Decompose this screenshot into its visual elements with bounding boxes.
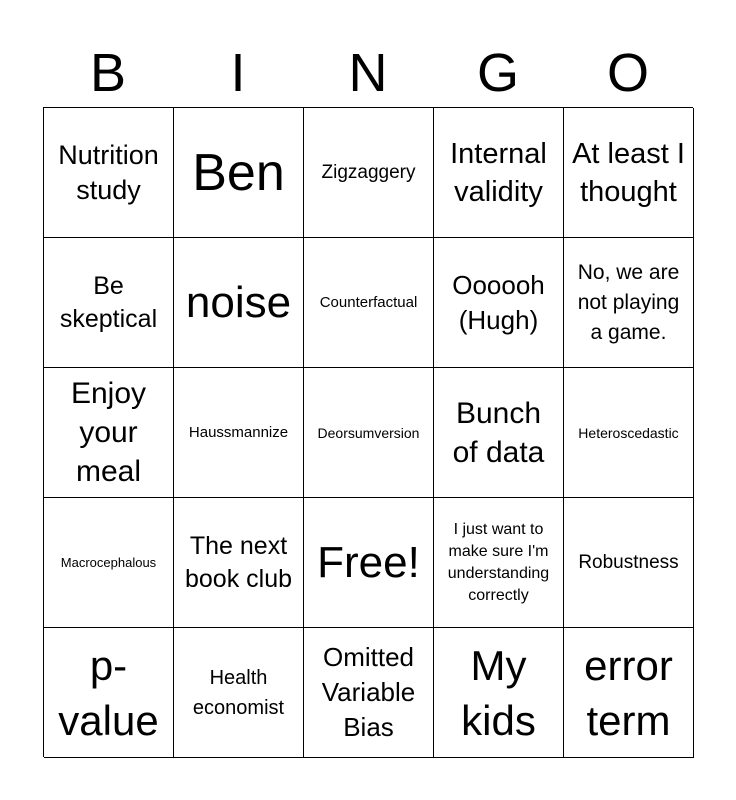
bingo-cell[interactable] (44, 498, 174, 628)
bingo-cell[interactable] (304, 108, 434, 238)
header-letter-i: I (230, 43, 246, 103)
bingo-cell[interactable] (434, 108, 564, 238)
bingo-cell[interactable] (174, 498, 304, 628)
bingo-cell[interactable] (564, 628, 694, 758)
bingo-cell[interactable] (434, 238, 564, 368)
cell-text: noise (185, 277, 292, 327)
header-letter-g: G (476, 43, 519, 103)
cell-text: Zigzaggery (321, 162, 416, 183)
cell-text: Deorsumversion (317, 424, 420, 441)
cell-text: Be skeptical (59, 271, 158, 333)
bingo-cell[interactable] (304, 368, 434, 498)
bingo-cell[interactable] (44, 368, 174, 498)
cell-text: Heteroscedastic (578, 424, 679, 441)
cell-text: Macrocephalous (60, 554, 157, 570)
cell-text: The next book club (184, 531, 293, 593)
bingo-cell[interactable] (304, 238, 434, 368)
cell-text: Ben (192, 143, 285, 202)
bingo-cell[interactable] (44, 238, 174, 368)
cell-text: My kids (461, 641, 536, 744)
bingo-cell[interactable] (564, 238, 694, 368)
cell-text: error term (584, 641, 673, 744)
cell-text: Internal validity (450, 137, 547, 208)
bingo-cell[interactable] (564, 368, 694, 498)
header-letter-o: O (606, 43, 649, 103)
bingo-cell[interactable] (174, 368, 304, 498)
cell-text: Health economist (192, 666, 285, 719)
cell-text: Counterfactual (319, 293, 418, 311)
cell-text: Robustness (578, 552, 679, 573)
cell-text: Free! (317, 537, 420, 587)
cell-text: At least I thought (572, 137, 685, 208)
cell-text: Oooooh (Hugh) (452, 269, 545, 335)
cell-text: Enjoy your meal (70, 377, 147, 488)
bingo-cell[interactable] (564, 108, 694, 238)
bingo-cell[interactable] (44, 628, 174, 758)
cell-text: Nutrition study (58, 139, 159, 205)
bingo-cell[interactable] (434, 368, 564, 498)
header-letter-b: B (89, 43, 127, 103)
bingo-card-grid (43, 107, 693, 757)
bingo-header (43, 38, 693, 108)
header-letter-n: N (348, 43, 388, 103)
bingo-cell[interactable] (434, 628, 564, 758)
bingo-cell[interactable] (434, 498, 564, 628)
bingo-cell[interactable] (564, 498, 694, 628)
bingo-cell[interactable] (44, 108, 174, 238)
cell-text: No, we are not playing a game. (577, 260, 680, 344)
cell-text: Bunch of data (452, 396, 545, 469)
bingo-cell[interactable] (174, 238, 304, 368)
cell-text: p-value (58, 641, 159, 744)
bingo-cell[interactable] (174, 108, 304, 238)
cell-text: I just want to make sure I'm understanding correctly (447, 520, 550, 604)
bingo-cell[interactable] (174, 628, 304, 758)
bingo-cell[interactable] (304, 628, 434, 758)
cell-text: Haussmannize (188, 423, 289, 441)
bingo-cell[interactable] (304, 498, 434, 628)
cell-text: Omitted Variable Bias (321, 642, 416, 742)
